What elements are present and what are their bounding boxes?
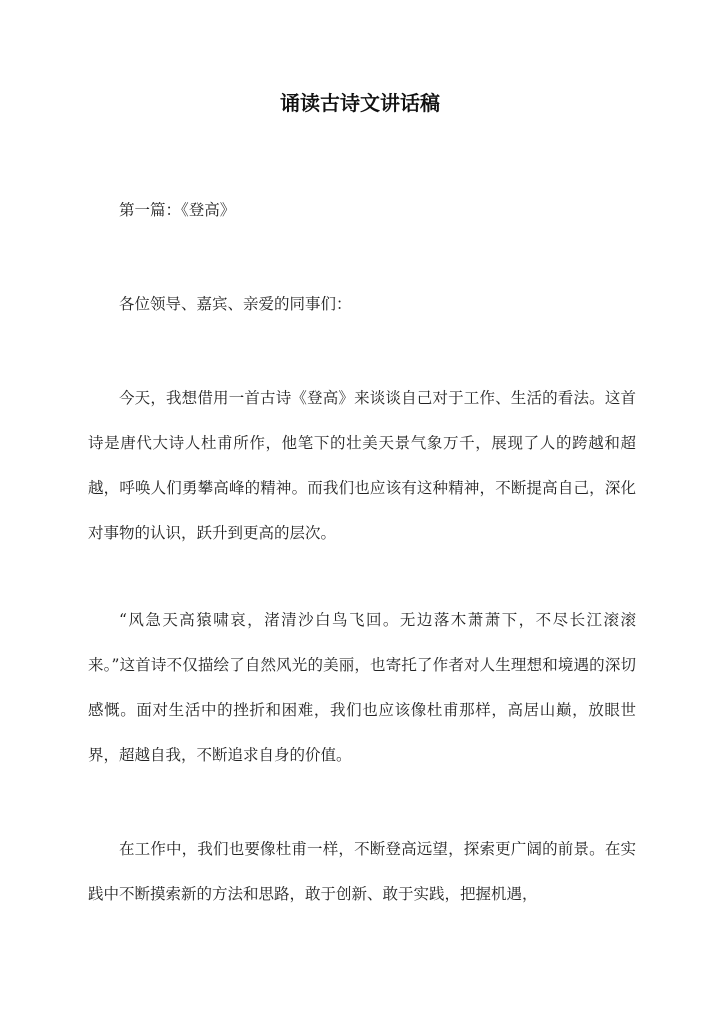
paragraph-1: 今天，我想借用一首古诗《登高》来谈谈自己对于工作、生活的看法。这首诗是唐代大诗人杜甫所作，他笔下的壮美天景气象万千，展现了人的跨越和超越，呼唤人们勇攀高峰的精神。而我们也应该有这种精神，不断提高自己，深化对事物的认识，跃升到更高的层次。 (88, 389, 636, 542)
paragraph-2: “风急天高猿啸哀，渚清沙白鸟飞回。无边落木萧萧下，不尽长江滚滚来。”这首诗不仅描绘了自然风光的美丽，也寄托了作者对人生理想和境遇的深切感慨。面对生活中的挫折和困难，我们也应该像杜甫那样，高居山巅，放眼世界，超越自我，不断追求自身的价值。 (88, 611, 636, 764)
greeting-line: 各位领导、嘉宾、亲爱的同事们： (119, 295, 352, 313)
document-title: 诵读古诗文讲话稿 (280, 91, 440, 115)
paragraph-3: 在工作中，我们也要像杜甫一样，不断登高远望，探索更广阔的前景。在实践中不断摸索新的方法和思路，敢于创新、敢于实践，把握机遇， (88, 840, 636, 903)
section-heading: 第一篇：《登高》 (119, 201, 236, 219)
